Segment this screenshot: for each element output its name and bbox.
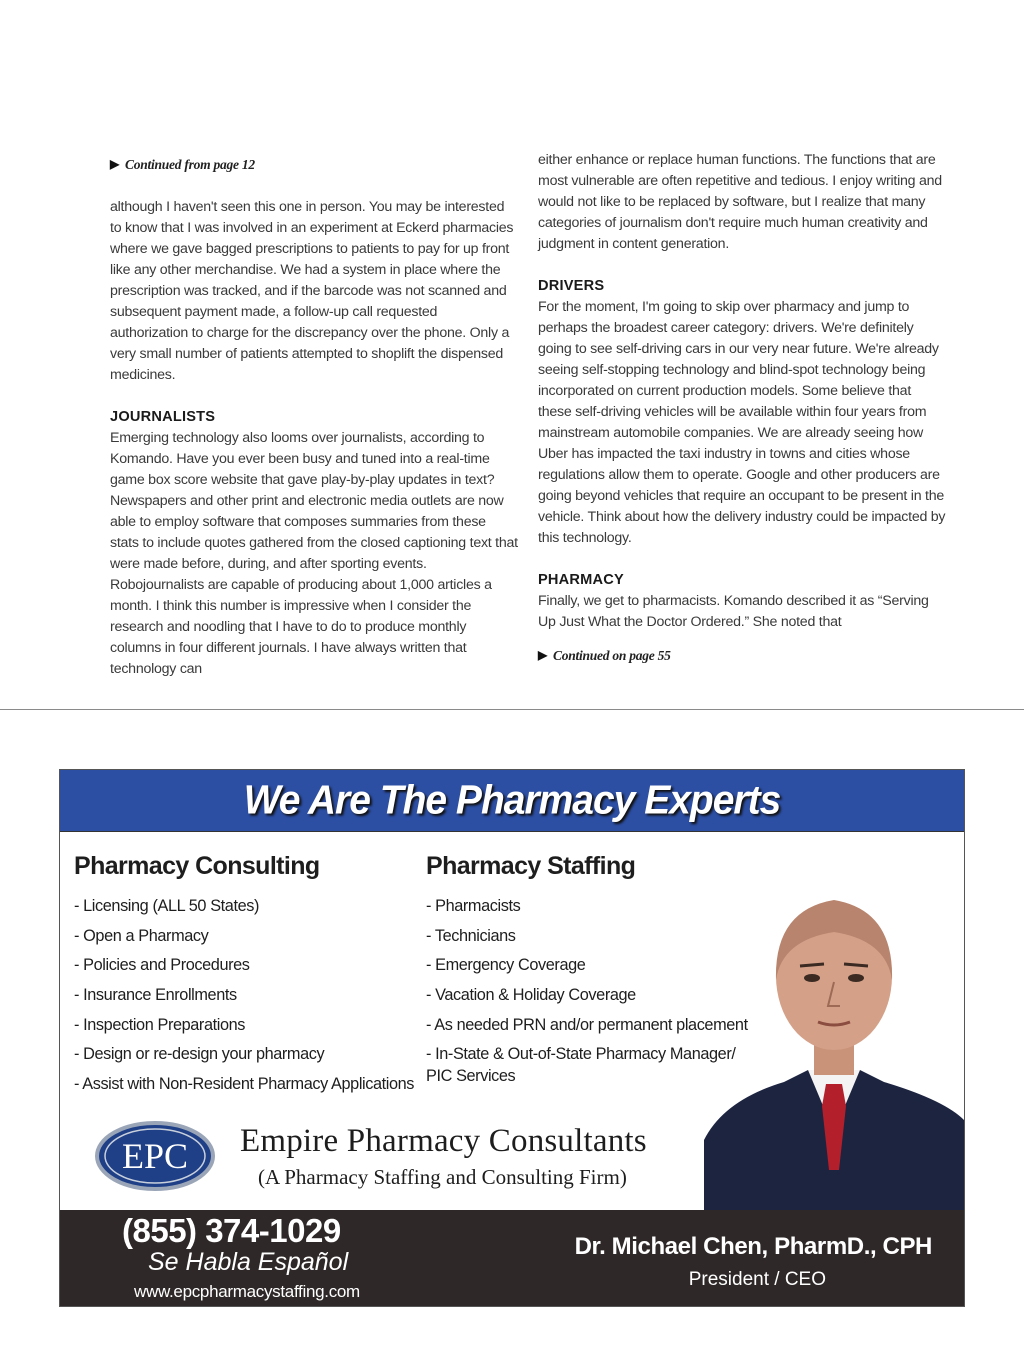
company-name: Empire Pharmacy Consultants — [240, 1123, 647, 1159]
paragraph-pharmacy: Finally, we get to pharmacists. Komando described it as “Serving Up Just What the Doctor Ordered.” She noted that — [538, 593, 929, 630]
ad-headline: We Are The Pharmacy Experts — [243, 777, 781, 823]
staffing-services — [426, 852, 748, 1087]
section-heading-journalists: JOURNALISTS — [110, 409, 216, 425]
play-triangle-icon: ▶ — [110, 157, 119, 171]
consulting-item: - Insurance Enrollments — [74, 986, 237, 1005]
article-column-right — [538, 150, 946, 666]
company-subtitle: (A Pharmacy Staffing and Consulting Firm) — [258, 1165, 627, 1189]
website-link[interactable]: www.epcpharmacystaffing.com — [134, 1282, 360, 1301]
ad-footer — [60, 1210, 964, 1306]
ad-banner — [60, 770, 964, 832]
staffing-item: - In-State & Out-of-State Pharmacy Manager/ PIC Services — [426, 1045, 736, 1086]
consulting-services — [74, 852, 414, 1103]
advertisement — [59, 769, 965, 1307]
staffing-item: - Technicians — [426, 926, 516, 945]
section-heading-pharmacy: PHARMACY — [538, 572, 624, 588]
spanish-note: Se Habla Español — [148, 1248, 349, 1276]
staffing-title: Pharmacy Staffing — [426, 852, 636, 880]
paragraph-drivers: For the moment, I'm going to skip over pharmacy and jump to perhaps the broadest career category: drivers. We're definitely going to see self-driving cars in our very near future. We're already seeing self-stopping technology and blind-spot technology being incorporated on current production models. Some believe that these self-driving vehicles will be available within four years from mainstream automobile companies. We are already seeing how Uber has impacted the taxi industry in towns and cities whose regulations allow them to operate. Google and other producers are going beyond vehicles that require an occupant to be present in the vehicle. Think about how the delivery industry could be impacted by this technology. — [538, 299, 946, 546]
consulting-item: - Assist with Non-Resident Pharmacy Applications — [74, 1075, 415, 1094]
staffing-item: - Pharmacists — [426, 897, 521, 915]
continued-on-label: Continued on page 55 — [552, 648, 671, 663]
consulting-item: - Policies and Procedures — [74, 956, 250, 975]
ceo-portrait — [704, 870, 964, 1212]
phone-number[interactable]: (855) 374-1029 — [122, 1212, 341, 1249]
continued-on-link[interactable] — [538, 645, 946, 666]
paragraph-journalists: Emerging technology also looms over journalists, according to Komando. Have you ever been busy and tuned into a real-time game box score website that gave play-by-play updates in text? Newspapers and other print and electronic media outlets are now able to employ software that composes summaries from these stats to include quotes gathered from the closed captioning text that were made before, during, and after sporting events. Robojournalists are capable of producing about 1,000 articles a month. I think this number is impressive when I consider the research and noodling that I have to do to produce monthly columns in four different journals. I have always written that technology can — [110, 430, 518, 677]
page-divider — [0, 709, 1024, 710]
staffing-item: - Vacation & Holiday Coverage — [426, 986, 636, 1005]
consulting-item: - Open a Pharmacy — [74, 926, 209, 945]
paragraph-functions: either enhance or replace human functions. The functions that are most vulnerable are often repetitive and tedious. I enjoy writing and would not like to be replaced by software, but I realize that many categories of journalism don't require much human creativity and judgment in content generation. — [538, 152, 942, 252]
doctor-name: Dr. Michael Chen, PharmD., CPH — [574, 1233, 932, 1260]
continued-from-label: Continued from page 12 — [124, 157, 255, 172]
logo-text: EPC — [121, 1136, 189, 1176]
doctor-role: President / CEO — [688, 1269, 826, 1290]
consulting-item: - Inspection Preparations — [74, 1015, 246, 1034]
article-column-left — [110, 150, 518, 701]
consulting-title: Pharmacy Consulting — [74, 852, 320, 880]
company-brand — [240, 1123, 647, 1190]
staffing-item: - As needed PRN and/or permanent placement — [426, 1015, 748, 1034]
play-triangle-icon: ▶ — [538, 648, 547, 662]
continued-from-link[interactable] — [110, 154, 518, 175]
consulting-item: - Licensing (ALL 50 States) — [74, 897, 259, 915]
paragraph-intro: although I haven't seen this one in person. You may be interested to know that I was involved in an experiment at Eckerd pharmacies where we gave bagged prescriptions to patients to pay for up front like any other merchandise. We had a system in place where the prescription was tracked, and if the barcode was not scanned and subsequent payment made, a follow-up call requested authorization to charge for the discrepancy over the phone. Only a very small number of patients attempted to shoplift the dispensed medicines. — [110, 199, 514, 383]
epc-logo-icon — [94, 1120, 216, 1192]
consulting-item: - Design or re-design your pharmacy — [74, 1045, 325, 1064]
staffing-item: - Emergency Coverage — [426, 956, 586, 975]
section-heading-drivers: DRIVERS — [538, 278, 605, 294]
